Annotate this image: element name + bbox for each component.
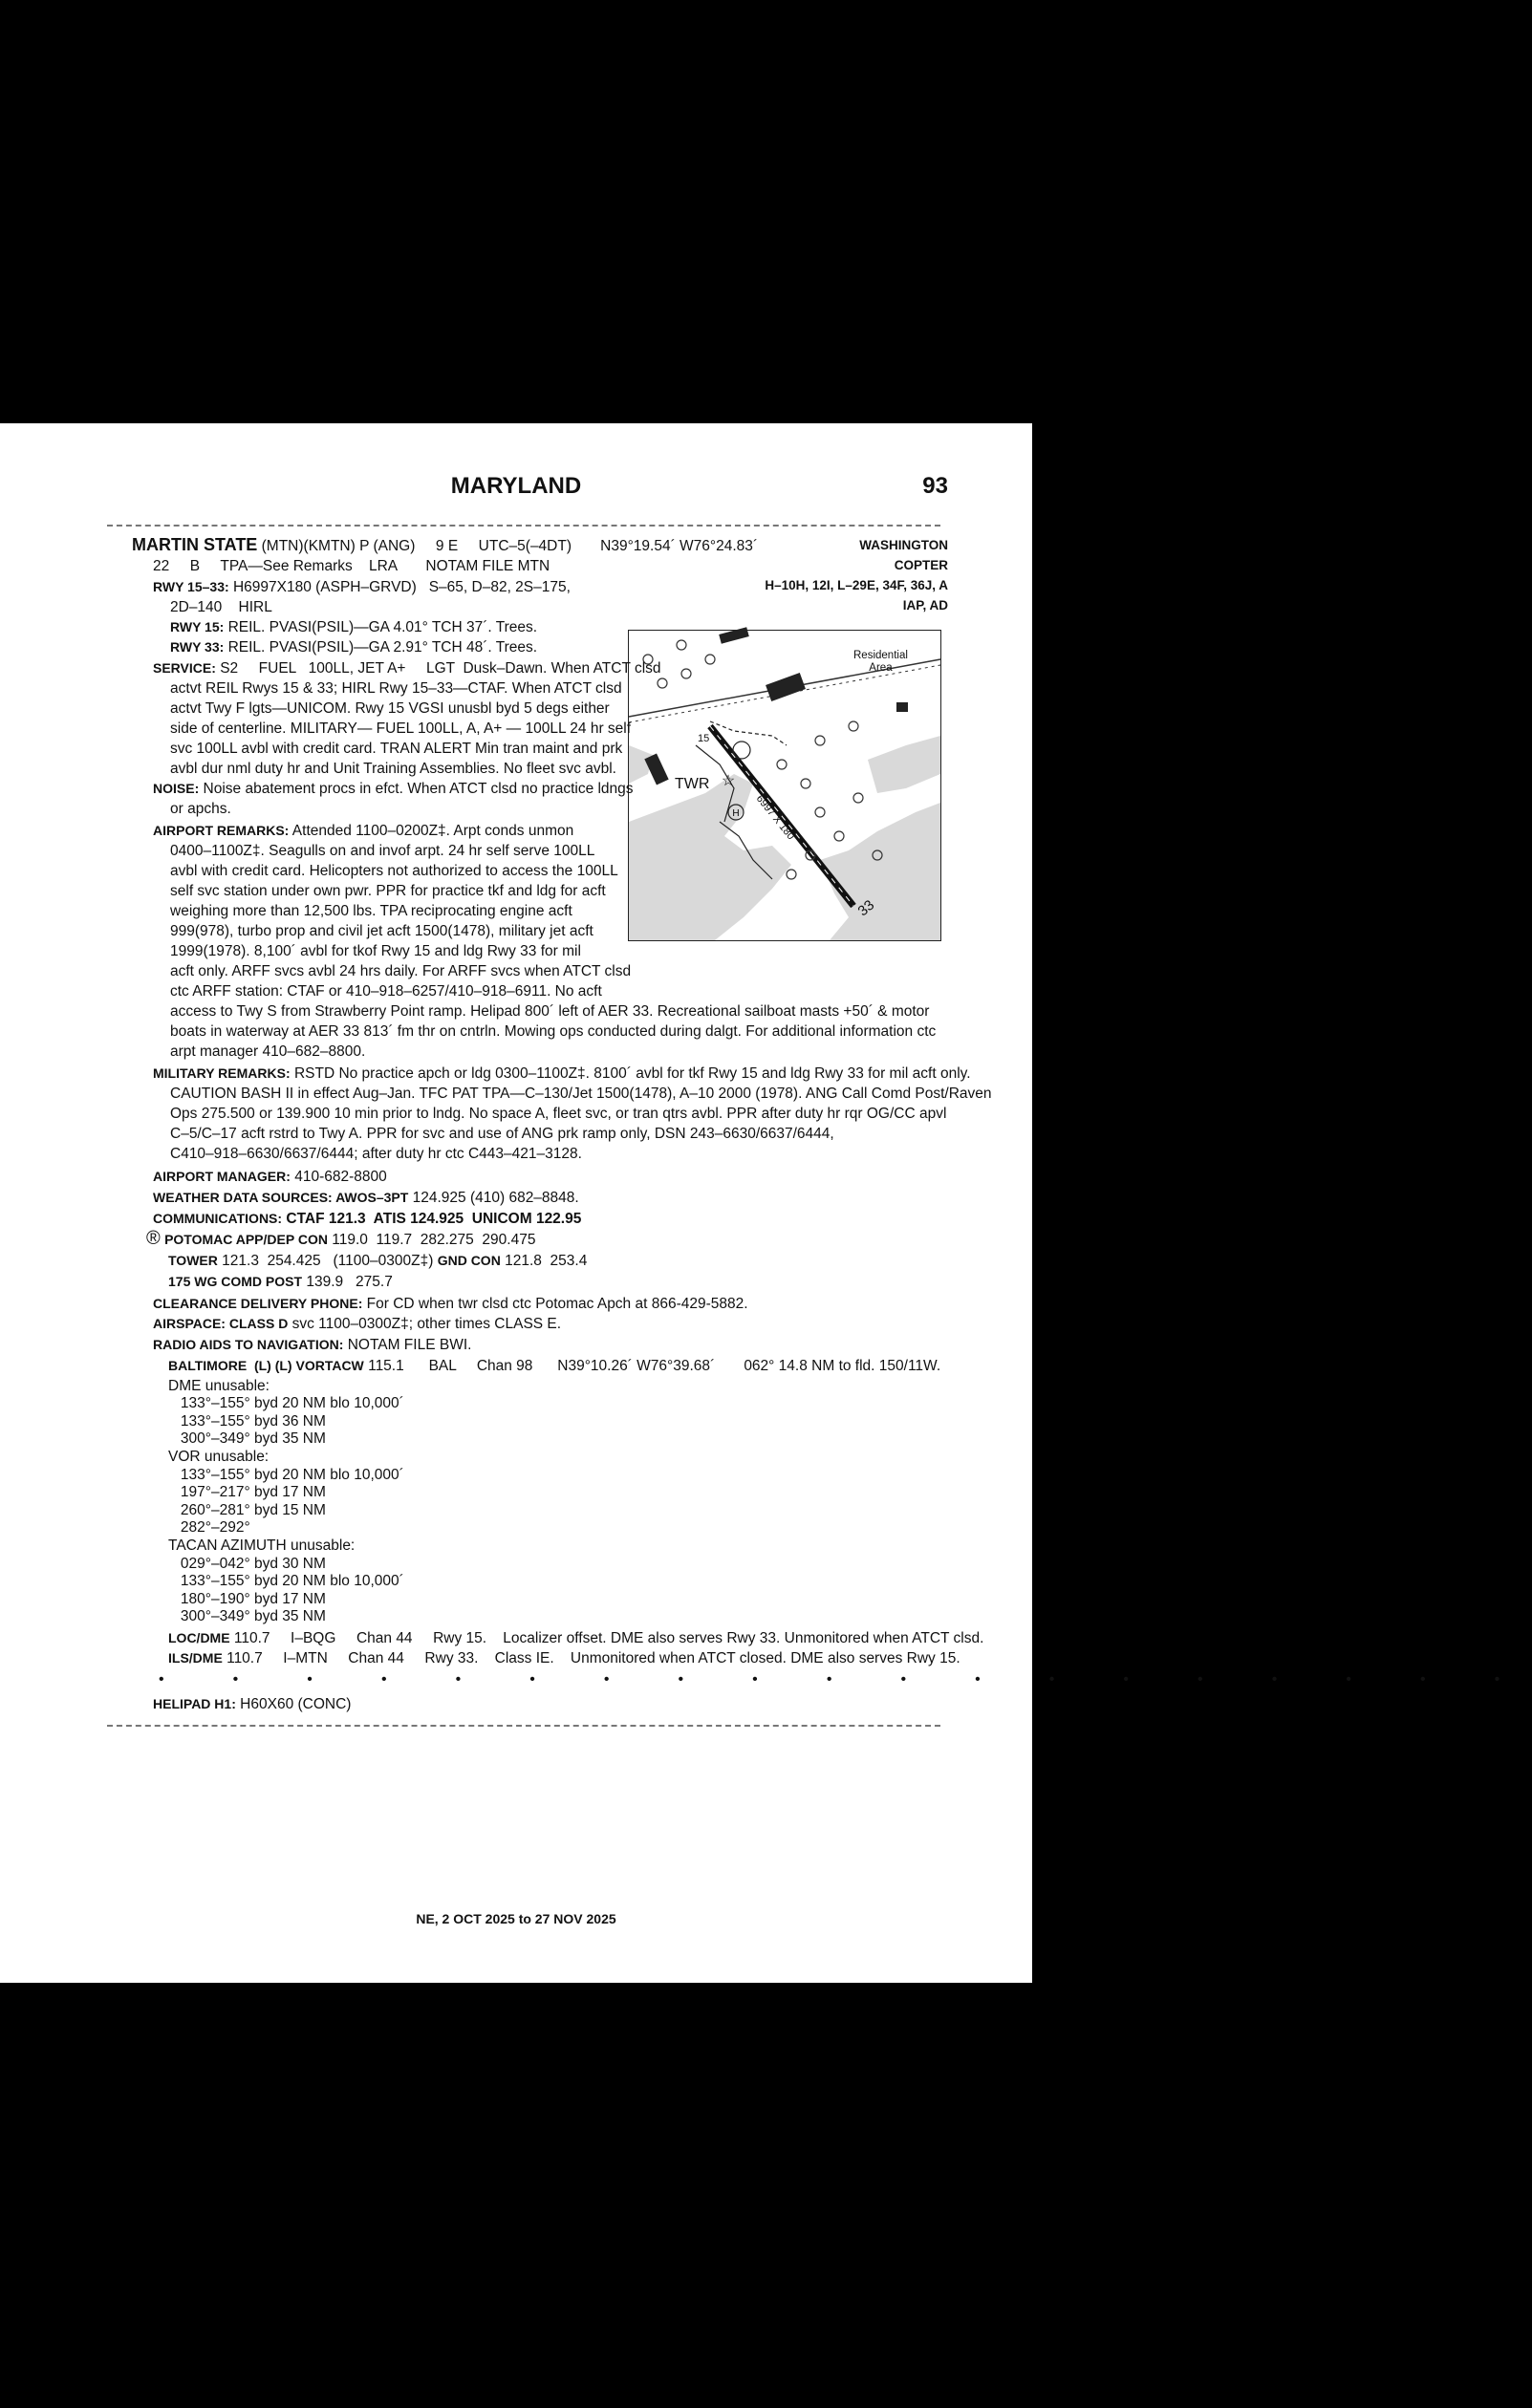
approach-control-frequencies: 119.0 119.7 282.275 290.475 (332, 1232, 536, 1248)
radar-symbol: ® (146, 1228, 161, 1249)
runway-specs: H6997X180 (ASPH–GRVD) S–65, D–82, 2S–175, (232, 579, 571, 595)
ref-copter: COPTER (894, 558, 948, 572)
runway-label: RWY 15–33: (153, 579, 229, 594)
nav-restriction: VOR unusable: (168, 1449, 270, 1465)
vortac-line (168, 1356, 940, 1376)
nav-restriction: 133°–155° byd 20 NM blo 10,000´ (168, 1573, 404, 1589)
weather-label: WEATHER DATA SOURCES: AWOS–3PT (153, 1190, 409, 1205)
chart-supplement-page (0, 423, 1532, 1983)
loc-dme-label: LOC/DME (168, 1630, 230, 1645)
airport-remarks-line: self svc station under own pwr. PPR for practice tkf and ldg for acft (170, 883, 606, 899)
airport-remarks-line: arpt manager 410–682–8800. (170, 1043, 366, 1060)
airport-remarks-line: acft only. ARFF svcs avbl 24 hrs daily. For ARFF svcs when ATCT clsd (170, 963, 632, 979)
airport-remarks-line: 1999(1978). 8,100´ avbl for tkof Rwy 15 and ldg Rwy 33 for mil (170, 943, 581, 959)
building (766, 673, 806, 701)
nav-restriction: 282°–292° (168, 1519, 250, 1536)
vortac-details: 115.1 BAL Chan 98 N39°10.26´ W76°39.68´ 062° 14.8 NM to fld. 150/11W. (368, 1358, 941, 1374)
tower-frequencies: 121.3 254.425 (1100–0300Z‡) (222, 1253, 434, 1269)
chart-references (765, 535, 948, 615)
military-remarks-line-1 (153, 1064, 971, 1084)
runway-33-line (170, 637, 537, 657)
airport-remarks-line: avbl with credit card. Helicopters not authorized to access the 100LL (170, 863, 618, 879)
building (719, 627, 749, 643)
radio-aids-line (153, 1335, 471, 1355)
communications-frequencies: CTAF 121.3 ATIS 124.925 UNICOM 122.95 (286, 1211, 582, 1227)
airport-remarks-line: boats in waterway at AER 33 813´ fm thr on cntrln. Mowing ops conducted during dalgt. For additional information ctc (170, 1023, 937, 1040)
tower-line (168, 1251, 587, 1271)
compass-symbol (733, 742, 750, 759)
nav-restriction: DME unusable: (168, 1378, 270, 1394)
ref-sectional: WASHINGTON (859, 538, 948, 552)
noise-line-1 (153, 779, 634, 799)
military-remarks-line: C410–918–6630/6637/6444; after duty hr ctc C443–421–3128. (170, 1146, 582, 1162)
airport-remarks-line: access to Twy S from Strawberry Point ramp. Helipad 800´ left of AER 33. Recreational sailboat masts +50´ & motor (170, 1003, 930, 1020)
airport-manager-line (153, 1167, 387, 1187)
nav-restriction: 300°–349° byd 35 NM (168, 1430, 326, 1447)
clearance-line (153, 1294, 748, 1314)
military-remarks-line: C–5/C–17 acft rstrd to Twy A. PPR for svc and use of ANG prk ramp only, DSN 243–6630/6637/6444, (170, 1126, 834, 1142)
airport-manager-phone: 410-682-8800 (294, 1169, 387, 1185)
airport-header-line (132, 535, 758, 556)
approach-control-line (146, 1229, 535, 1250)
communications-label: COMMUNICATIONS: (153, 1211, 283, 1226)
service-line-2: actvt REIL Rwys 15 & 33; HIRL Rwy 15–33—CTAF. When ATCT clsd (170, 680, 622, 697)
runway-dimension-label: 6997 X 180 (753, 793, 797, 843)
nav-restriction: 133°–155° byd 20 NM blo 10,000´ (168, 1467, 404, 1483)
nav-restriction: 133°–155° byd 20 NM blo 10,000´ (168, 1395, 404, 1411)
service-text: S2 FUEL 100LL, JET A+ LGT Dusk–Dawn. When ATCT clsd (220, 660, 661, 677)
nav-restriction: 300°–349° byd 35 NM (168, 1608, 326, 1624)
ground-control-frequencies: 121.8 253.4 (505, 1253, 588, 1269)
airport-remarks-line: weighing more than 12,500 lbs. TPA reciprocating engine acft (170, 903, 572, 919)
clearance-label: CLEARANCE DELIVERY PHONE: (153, 1296, 363, 1311)
vortac-label: BALTIMORE (L) (L) VORTACW (168, 1358, 364, 1373)
runway-end-33: 33 (854, 896, 878, 920)
residential-label-1: Residential (853, 650, 908, 661)
command-post-label: 175 WG COMD POST (168, 1274, 303, 1289)
runway-15-label: RWY 15: (170, 619, 225, 634)
airport-identifiers: (MTN)(KMTN) P (ANG) 9 E UTC–5(–4DT) N39°19.54´ W76°24.83´ (261, 538, 759, 554)
command-post-line (168, 1272, 393, 1292)
weather-value: 124.925 (410) 682–8848. (412, 1190, 579, 1206)
nav-restriction: 260°–281° byd 15 NM (168, 1502, 326, 1518)
communications-line (153, 1209, 581, 1229)
airport-remarks-text: Attended 1100–0200Z‡. Arpt conds unmon (291, 823, 574, 839)
airport-manager-label: AIRPORT MANAGER: (153, 1169, 291, 1184)
radio-aids-value: NOTAM FILE BWI. (347, 1337, 472, 1353)
helipad-label: HELIPAD H1: (153, 1696, 236, 1711)
page-number: 93 (922, 473, 948, 499)
noise-text: Noise abatement procs in efct. When ATCT clsd no practice ldngs (203, 781, 634, 797)
runway-end-15: 15 (698, 733, 710, 744)
clearance-value: For CD when twr clsd ctc Potomac Apch at 866-429-5882. (366, 1296, 748, 1312)
radio-aids-label: RADIO AIDS TO NAVIGATION: (153, 1337, 344, 1352)
water-area-northeast (868, 736, 940, 793)
service-line-6: avbl dur nml duty hr and Unit Training Assemblies. No fleet svc avbl. (170, 761, 616, 777)
tower-freq-label: TOWER (168, 1253, 218, 1268)
military-remarks-line: Ops 275.500 or 139.900 10 min prior to lndg. No space A, fleet svc, or tran qtrs avbl. PPR after duty hr rqr OG/CC apvl (170, 1106, 947, 1122)
nav-restriction: 197°–217° byd 17 NM (168, 1484, 326, 1500)
runway-33-info: REIL. PVASI(PSIL)—GA 2.91° TCH 48´. Trees. (227, 639, 538, 656)
noise-line-2: or apchs. (170, 801, 231, 817)
ils-dme-line (168, 1648, 960, 1668)
runway-33-label: RWY 33: (170, 639, 225, 655)
separator-dots: • • • • • • • • • • • • • • • • • • • (159, 1671, 1532, 1688)
nav-restriction: 029°–042° byd 30 NM (168, 1556, 326, 1572)
airport-remarks-line: 999(978), turbo prop and civil jet acft 1500(1478), military jet acft (170, 923, 593, 939)
top-divider (107, 525, 940, 527)
airport-remarks-line-1 (153, 821, 573, 841)
airspace-value: svc 1100–0300Z‡; other times CLASS E. (291, 1316, 562, 1332)
tower-label: TWR (675, 776, 710, 792)
water-area-east (820, 803, 940, 940)
service-label: SERVICE: (153, 660, 216, 676)
loc-dme-details: 110.7 I–BQG Chan 44 Rwy 15. Localizer offset. DME also serves Rwy 33. Unmonitored when ATCT clsd. (233, 1630, 984, 1646)
building (896, 702, 908, 712)
command-post-frequencies: 139.9 275.7 (306, 1274, 393, 1290)
service-line-1 (153, 658, 661, 678)
ref-enroute: H–10H, 12I, L–29E, 34F, 36J, A (765, 578, 948, 592)
military-remarks-label: MILITARY REMARKS: (153, 1065, 291, 1081)
airport-remarks-label: AIRPORT REMARKS: (153, 823, 290, 838)
service-line-5: svc 100LL avbl with credit card. TRAN ALERT Min tran maint and prk (170, 741, 623, 757)
military-remarks-line: CAUTION BASH II in effect Aug–Jan. TFC PAT TPA—C–130/Jet 1500(1478), A–10 2000 (1978). ANG Call Comd Post/Raven (170, 1086, 992, 1102)
residential-label-2: Area (869, 662, 893, 674)
effective-dates-footer: NE, 2 OCT 2025 to 27 NOV 2025 (416, 1911, 616, 1926)
airspace-label: AIRSPACE: CLASS D (153, 1316, 289, 1331)
runway-line (153, 577, 571, 597)
bottom-divider (107, 1725, 940, 1727)
nav-restriction: TACAN AZIMUTH unusable: (168, 1537, 356, 1554)
residential-area-label (853, 650, 908, 675)
airport-name: MARTIN STATE (132, 535, 258, 554)
ground-control-label: GND CON (437, 1253, 501, 1268)
service-line-4: side of centerline. MILITARY— FUEL 100LL, A, A+ — 100LL 24 hr self (170, 720, 632, 737)
nav-restriction: 133°–155° byd 36 NM (168, 1413, 326, 1430)
helipad-line (153, 1694, 351, 1714)
helipad-letter: H (732, 808, 740, 819)
airport-elevation-line: 22 B TPA—See Remarks LRA NOTAM FILE MTN (153, 558, 550, 574)
service-line-3: actvt Twy F lgts—UNICOM. Rwy 15 VGSI unusbl byd 5 degs either (170, 700, 610, 717)
ref-iap: IAP, AD (902, 598, 948, 613)
ils-dme-details: 110.7 I–MTN Chan 44 Rwy 33. Class IE. Unmonitored when ATCT closed. DME also serves Rwy 15. (227, 1650, 960, 1666)
runway-15-line (170, 617, 537, 637)
runway-specs-2: 2D–140 HIRL (170, 599, 272, 615)
airspace-line (153, 1314, 561, 1334)
airport-remarks-line: 0400–1100Z‡. Seagulls on and invof arpt. 24 hr self serve 100LL (170, 843, 595, 859)
airport-diagram (628, 630, 941, 941)
airport-remarks-line: ctc ARFF station: CTAF or 410–918–6257/410–918–6911. No acft (170, 983, 602, 1000)
nav-restriction: 180°–190° byd 17 NM (168, 1591, 326, 1607)
military-remarks-text: RSTD No practice apch or ldg 0300–1100Z‡. 8100´ avbl for tkf Rwy 15 and ldg Rwy 33 for mil acft only. (293, 1065, 971, 1082)
runway-15-info: REIL. PVASI(PSIL)—GA 4.01° TCH 37´. Trees. (227, 619, 538, 635)
ils-dme-label: ILS/DME (168, 1650, 223, 1666)
state-heading: MARYLAND (450, 473, 582, 499)
weather-line (153, 1188, 579, 1208)
noise-label: NOISE: (153, 781, 200, 796)
approach-control-label: POTOMAC APP/DEP CON (164, 1232, 328, 1247)
tower-symbol: ☆ (721, 773, 736, 789)
loc-dme-line (168, 1628, 983, 1648)
helipad-value: H60X60 (CONC) (240, 1696, 352, 1712)
